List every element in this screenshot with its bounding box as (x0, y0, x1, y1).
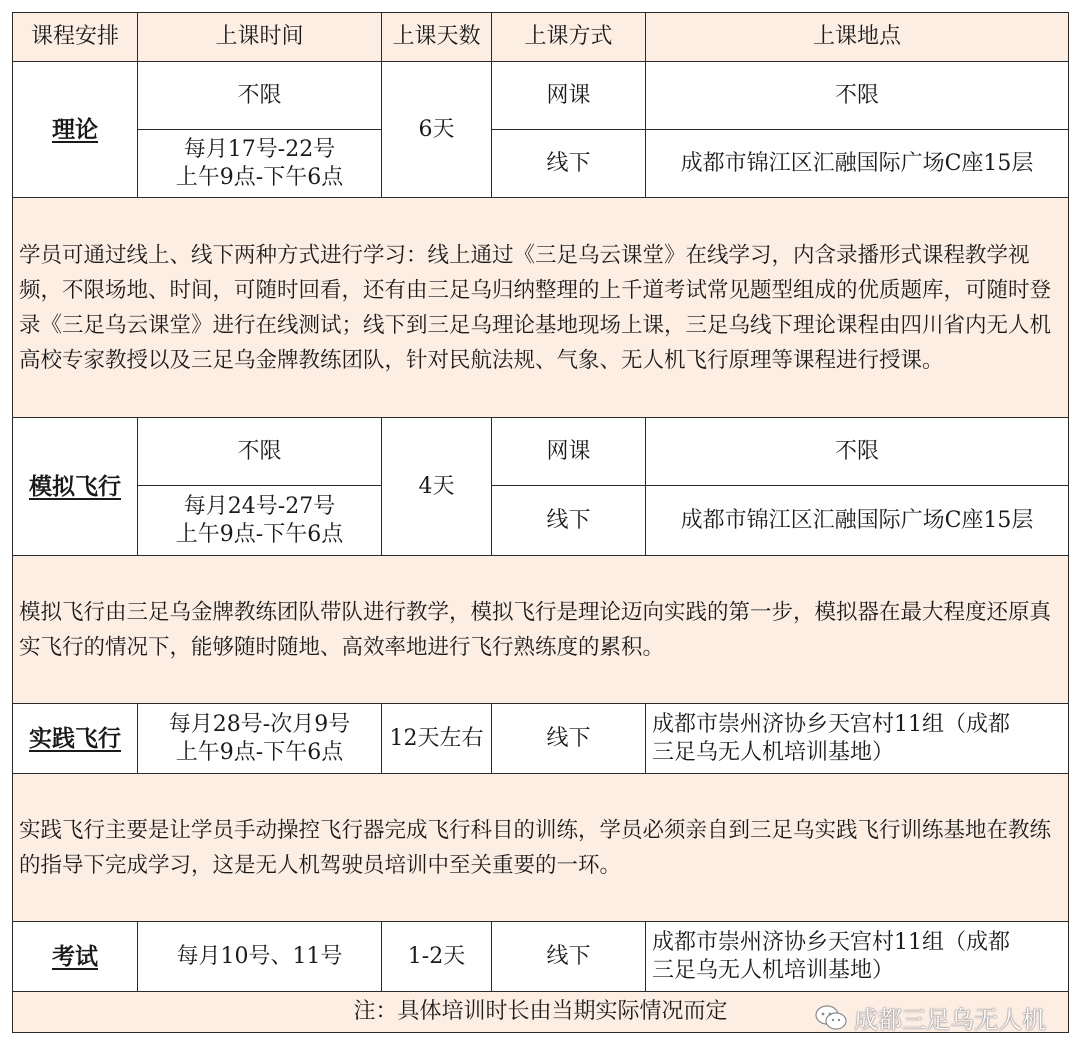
theory-description-row (13, 198, 1069, 418)
theory-description: 学员可通过线上、线下两种方式进行学习：线上通过《三足乌云课堂》在线学习，内含录播形式课程教学视频，不限场地、时间，可随时回看，还有由三足乌归纳整理的上千道考试常见题型组成的优质题库，可随时登录《三足乌云课堂》进行在线测试；线下到三足乌理论基地现场上课，三足乌线下理论课程由四川省内无人机高校专家教授以及三足乌金牌教练团队，针对民航法规、气象、无人机飞行原理等课程进行授课。 (13, 198, 1069, 418)
simulation-offline-dates: 每月24号-27号 (183, 493, 336, 519)
simulation-offline-place: 成都市锦江区汇融国际广场C座15层 (646, 486, 1069, 556)
simulation-offline-hours: 上午9点-下午6点 (175, 521, 344, 547)
simulation-online-time: 不限 (138, 418, 382, 486)
wechat-icon (814, 1004, 848, 1032)
practice-hours: 上午9点-下午6点 (175, 739, 344, 765)
header-course: 课程安排 (13, 13, 138, 62)
theory-online-row (13, 62, 1069, 130)
simulation-offline-mode: 线下 (492, 486, 646, 556)
theory-days: 6天 (382, 62, 492, 198)
exam-place-line1: 成都市崇州济协乡天宫村11组（成都 (652, 929, 1010, 955)
course-exam: 考试 (13, 922, 138, 992)
practice-description-row (13, 774, 1069, 922)
exam-place (646, 922, 1069, 992)
theory-offline-row (13, 130, 1069, 198)
simulation-description-row (13, 556, 1069, 704)
theory-offline-hours: 上午9点-下午6点 (175, 164, 344, 190)
theory-offline-time (138, 130, 382, 198)
simulation-online-place: 不限 (646, 418, 1069, 486)
header-mode: 上课方式 (492, 13, 646, 62)
simulation-offline-row (13, 486, 1069, 556)
header-place: 上课地点 (646, 13, 1069, 62)
theory-offline-place: 成都市锦江区汇融国际广场C座15层 (646, 130, 1069, 198)
course-practice: 实践飞行 (13, 704, 138, 774)
practice-time (138, 704, 382, 774)
practice-place (646, 704, 1069, 774)
practice-days: 12天左右 (382, 704, 492, 774)
practice-row (13, 704, 1069, 774)
watermark (814, 1000, 1046, 1035)
course-simulation: 模拟飞行 (13, 418, 138, 556)
exam-days: 1-2天 (382, 922, 492, 992)
theory-offline-dates: 每月17号-22号 (183, 136, 336, 162)
simulation-online-row (13, 418, 1069, 486)
header-row (13, 13, 1069, 62)
simulation-days: 4天 (382, 418, 492, 556)
practice-mode: 线下 (492, 704, 646, 774)
theory-online-place: 不限 (646, 62, 1069, 130)
simulation-online-mode: 网课 (492, 418, 646, 486)
course-theory: 理论 (13, 62, 138, 198)
exam-time: 每月10号、11号 (138, 922, 382, 992)
exam-place-line2: 三足乌无人机培训基地） (652, 957, 895, 983)
exam-row (13, 922, 1069, 992)
practice-place-line1: 成都市崇州济协乡天宫村11组（成都 (652, 711, 1010, 737)
header-days: 上课天数 (382, 13, 492, 62)
exam-mode: 线下 (492, 922, 646, 992)
simulation-description: 模拟飞行由三足乌金牌教练团队带队进行教学，模拟飞行是理论迈向实践的第一步，模拟器在最大程度还原真实飞行的情况下，能够随时随地、高效率地进行飞行熟练度的累积。 (13, 556, 1069, 704)
practice-description: 实践飞行主要是让学员手动操控飞行器完成飞行科目的训练，学员必须亲自到三足乌实践飞行训练基地在教练的指导下完成学习，这是无人机驾驶员培训中至关重要的一环。 (13, 774, 1069, 922)
watermark-text: 成都三足乌无人机 (854, 1006, 1046, 1034)
practice-dates: 每月28号-次月9号 (168, 711, 351, 737)
header-time: 上课时间 (138, 13, 382, 62)
simulation-offline-time (138, 486, 382, 556)
note-text: 注：具体培训时长由当期实际情况而定 (353, 999, 728, 1024)
practice-place-line2: 三足乌无人机培训基地） (652, 739, 895, 765)
schedule-table (12, 12, 1069, 1033)
theory-online-mode: 网课 (492, 62, 646, 130)
theory-online-time: 不限 (138, 62, 382, 130)
theory-offline-mode: 线下 (492, 130, 646, 198)
